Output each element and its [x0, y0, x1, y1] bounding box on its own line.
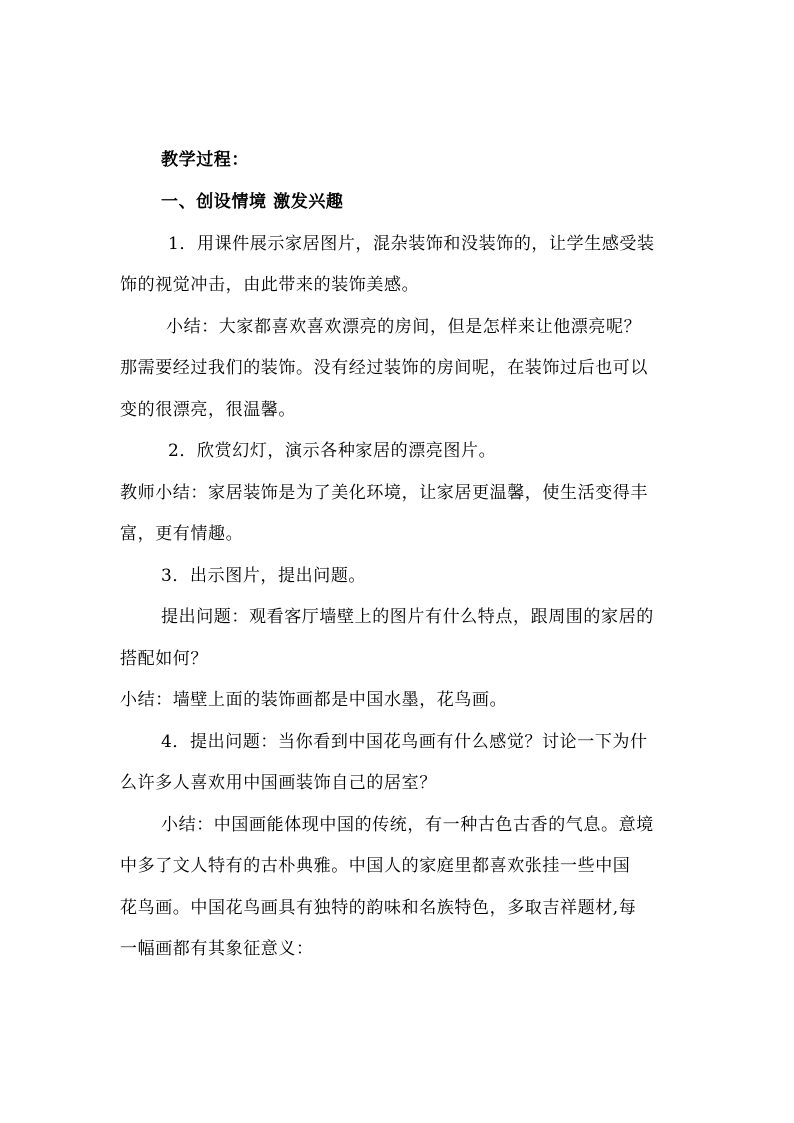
paragraph-line: 3．出示图片，提出问题。: [161, 566, 367, 586]
paragraph-line: 一幅画都有其象征意义：: [120, 939, 314, 959]
paragraph-line: 小结：墙壁上面的装饰画都是中国水墨，花鸟画。: [120, 690, 508, 710]
paragraph-line: 变的很漂亮，很温馨。: [120, 400, 296, 420]
paragraph-line: 小结：大家都喜欢喜欢漂亮的房间，但是怎样来让他漂亮呢？: [166, 317, 642, 337]
paragraph-line: 1．用课件展示家居图片，混杂装饰和没装饰的，让学生感受装: [168, 234, 655, 254]
heading-teaching-process: 教学过程：: [161, 150, 249, 170]
paragraph-line: 花鸟画。中国花鸟画具有独特的韵味和名族特色，多取吉祥题材,每: [120, 898, 637, 918]
paragraph-line: 富，更有情趣。: [120, 524, 244, 544]
paragraph-line: 那需要经过我们的装饰。没有经过装饰的房间呢，在装饰过后也可以: [120, 358, 648, 378]
paragraph-line: 提出问题：观看客厅墙壁上的图片有什么特点，跟周围的家居的: [161, 607, 654, 627]
paragraph-line: 教师小结：家居装饰是为了美化环境，让家居更温馨，使生活变得丰: [120, 483, 648, 503]
paragraph-line: 中多了文人特有的古朴典雅。中国人的家庭里都喜欢张挂一些中国: [120, 856, 631, 876]
paragraph-line: 4．提出问题：当你看到中国花鸟画有什么感觉？讨论一下为什: [161, 732, 648, 752]
paragraph-line: 搭配如何？: [120, 649, 208, 669]
paragraph-line: 小结：中国画能体现中国的传统，有一种古色古香的气息。意境: [161, 815, 654, 835]
section-title-1: 一、创设情境 激发兴趣: [161, 192, 344, 212]
paragraph-line: 么许多人喜欢用中国画装饰自己的居室？: [120, 773, 437, 793]
paragraph-line: 饰的视觉冲击，由此带来的装饰美感。: [120, 275, 420, 295]
paragraph-line: 2．欣赏幻灯，演示各种家居的漂亮图片。: [168, 441, 497, 461]
